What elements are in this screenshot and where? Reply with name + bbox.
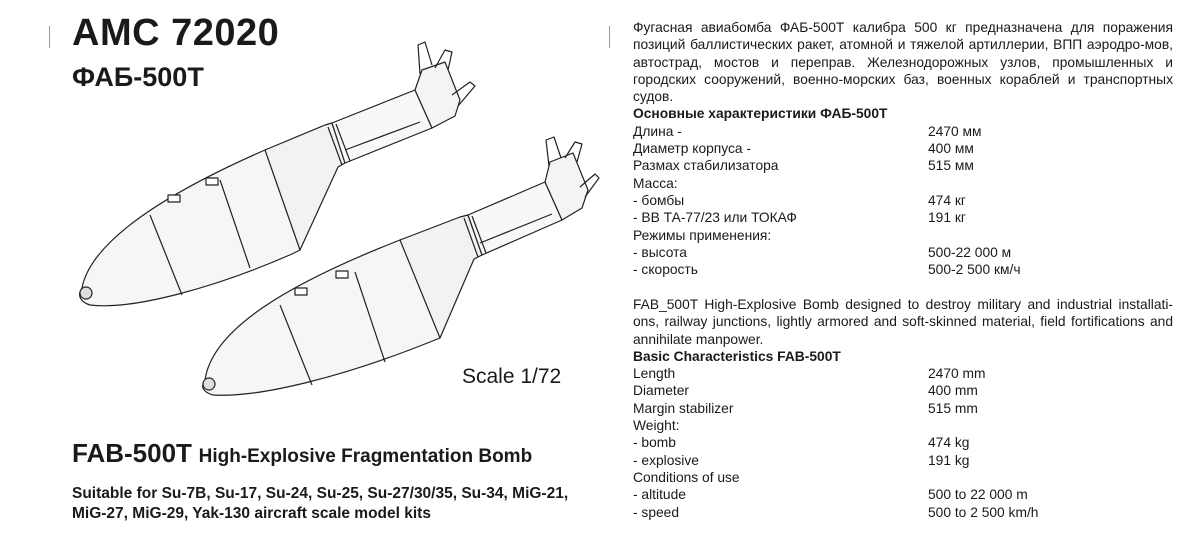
spec-value: 515 мм [928, 158, 974, 174]
spec-row [633, 227, 1173, 244]
spec-label: - altitude [633, 487, 686, 503]
right-divider [609, 26, 610, 48]
spec-row [633, 469, 1173, 486]
english-description: FAB_500T High-Explosive Bomb designed to destroy military and industrial installati-ons, railway junctions, lightly armored and soft-skinned material, field fortifications and annihilate manpower. [633, 297, 1173, 347]
spec-value: 515 mm [928, 400, 978, 416]
spec-row [633, 123, 1173, 140]
spec-row [633, 382, 1173, 399]
russian-description: Фугасная авиабомба ФАБ-500Т калибра 500 кг предназначена для поражения позиций баллистических ракет, атомной и тяжелой артиллерии, ВПП аэродро-мов, автострад, мостов и переправ. Железнодорожных узлов, промышленных и городских сооружений, военно-морских баз, военных кораблей и транспортных судов. [633, 20, 1173, 105]
spec-label: Diameter [633, 383, 689, 399]
russian-spec-table [633, 123, 1173, 279]
spec-value [928, 227, 1173, 244]
spec-row [633, 192, 1173, 209]
spec-label: - бомбы [633, 192, 685, 208]
spec-value: 191 kg [928, 452, 970, 468]
english-title-main: FAB-500T [72, 438, 192, 468]
spec-label: Диаметр корпуса - [633, 141, 752, 157]
english-spec-title: Basic Characteristics FAB-500T [633, 348, 841, 364]
spec-label: Margin stabilizer [633, 400, 734, 416]
spec-label: - ВВ ТА-77/23 или ТОКАФ [633, 210, 797, 226]
russian-spec-title: Основные характеристики ФАБ-500Т [633, 106, 888, 122]
spec-row [633, 400, 1173, 417]
spec-label: - скорость [633, 262, 698, 278]
spec-label: Масса: [633, 175, 678, 191]
english-spec-table [633, 365, 1173, 521]
product-subtitle: ФАБ-500T [72, 62, 204, 92]
spec-value [928, 469, 1173, 486]
spec-row [633, 209, 1173, 226]
spec-label: - высота [633, 244, 687, 260]
spec-label: - explosive [633, 452, 699, 468]
spec-value: 500-22 000 м [928, 244, 1012, 260]
spec-value [928, 417, 1173, 434]
spec-value: 191 кг [928, 210, 966, 226]
spec-value: 500 to 22 000 m [928, 487, 1028, 503]
scale-label: Scale 1/72 [462, 365, 562, 388]
spec-value: 474 kg [928, 435, 970, 451]
english-block [633, 296, 1173, 521]
spec-row [633, 486, 1173, 503]
spec-row [633, 452, 1173, 469]
spec-row [633, 244, 1173, 261]
spec-value [928, 175, 1173, 192]
spec-row [633, 140, 1173, 157]
spec-value: 2470 mm [928, 366, 986, 382]
spec-label: - bomb [633, 435, 676, 451]
bomb-drawing [60, 40, 600, 420]
spec-row [633, 417, 1173, 434]
spec-label: Weight: [633, 418, 680, 434]
spec-row [633, 261, 1173, 278]
russian-block [633, 19, 1173, 278]
spec-label: Режимы применения: [633, 227, 772, 243]
spec-label: - speed [633, 504, 680, 520]
spec-row [633, 504, 1173, 521]
spec-value: 400 mm [928, 383, 978, 399]
spec-row [633, 175, 1173, 192]
spec-row [633, 157, 1173, 174]
spec-value: 474 кг [928, 192, 966, 208]
spec-value: 500-2 500 км/ч [928, 262, 1021, 278]
left-divider [49, 26, 50, 48]
spec-value: 400 мм [928, 141, 974, 157]
compatibility-text: Suitable for Su-7B, Su-17, Su-24, Su-25, Su-27/30/35, Su-34, MiG-21, MiG-27, MiG-29, Yak-130 aircraft scale model kits [72, 485, 569, 522]
spec-value: 500 to 2 500 km/h [928, 504, 1039, 520]
spec-label: Conditions of use [633, 469, 740, 485]
product-code: AMC 72020 [72, 12, 280, 54]
english-title-rest: High-Explosive Fragmentation Bomb [198, 446, 533, 467]
spec-label: Размах стабилизатора [633, 158, 779, 174]
spec-label: Длина - [633, 123, 682, 139]
spec-label: Length [633, 366, 676, 382]
spec-value: 2470 мм [928, 123, 982, 139]
spec-row [633, 365, 1173, 382]
english-title [72, 440, 532, 467]
spec-row [633, 434, 1173, 451]
